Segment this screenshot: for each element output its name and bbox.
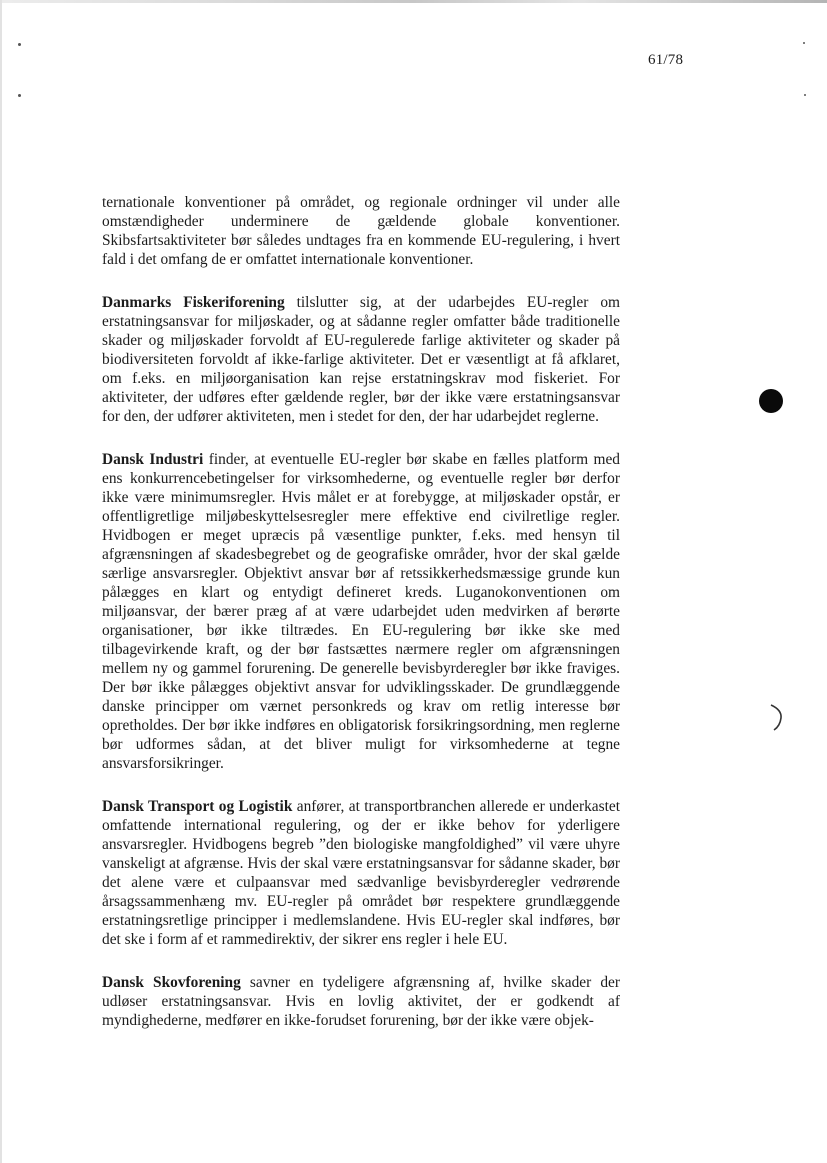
paragraph-text: tilslutter sig, at der udarbejdes EU-regler om erstatningsansvar for miljøskader, og at sådanne regler omfatter både traditionelle skader og miljøskader forvoldt af EU-regulerede farlige aktiviteter og skader på biodiversiteten forvoldt af ikke-farlige aktiviteter. Det er væsentligt at få afklaret, om f.eks. en miljøorganisation kan rejse erstatningskrav mod fiskeriet. For aktiviteter, der udføres efter gældende regler, bør der ikke være erstatningsansvar for den, der udfører aktiviteten, men i stedet for den, der har udarbejdet reglerne.	[102, 294, 620, 425]
page-number: 61/78	[648, 52, 684, 68]
organization-name: Dansk Industri	[102, 451, 204, 468]
paragraph-text: ternationale konventioner på området, og regionale ordninger vil under alle omstændigheder underminere de gældende globale konventioner. Skibsfartsaktiviteter bør således undtages fra en kommende EU-regulering, i hvert fald i det omfang de er omfattet internationale konventioner.	[102, 194, 620, 268]
scan-speck	[804, 94, 806, 96]
punch-hole-mark	[759, 389, 783, 413]
scan-speck	[803, 42, 805, 44]
paragraph-danmarks-fiskeriforening	[102, 293, 620, 426]
scan-speck	[18, 43, 21, 46]
paragraph-text: anfører, at transportbranchen allerede er underkastet omfattende international regulering, og der er ikke behov for yderligere ansvarsregler. Hvidbogens begreb ”den biologiske mangfoldighed” vil være uhyre vanskeligt at afgrænse. Hvis der skal være erstatningsansvar for sådanne skader, bør det alene være et culpaansvar med sædvanlige bevisbyrderegler vedrørende årsagssammenhæng mv. EU-regler på området bør respektere grundlæggende erstatningsretlige principper i medlemslandene. Hvis EU-regler skal indføres, bør det ske i form af et rammedirektiv, der sikrer ens regler i hele EU.	[102, 798, 620, 948]
paragraph-dansk-transport-og-logistik	[102, 797, 620, 949]
organization-name: Dansk Skovforening	[102, 974, 241, 991]
scan-bracket-mark	[768, 702, 786, 732]
scan-top-edge	[0, 0, 827, 3]
paragraph-continuation	[102, 193, 620, 269]
organization-name: Danmarks Fiskeriforening	[102, 294, 285, 311]
paragraph-dansk-skovforening	[102, 973, 620, 1030]
organization-name: Dansk Transport og Logistik	[102, 798, 293, 815]
scan-speck	[18, 94, 21, 97]
document-body	[102, 193, 620, 1054]
paragraph-text: finder, at eventuelle EU-regler bør skabe en fælles platform med ens konkurrencebetingelser for virksomhederne, og eventuelle regler bør derfor ikke være minimumsregler. Hvis målet er at forebygge, at miljøskader opstår, er offentligretlige miljøbeskyttelsesregler mere effektive end civilretlige regler. Hvidbogen er meget upræcis på væsentlige punkter, f.eks. med hensyn til afgrænsningen af skadesbegrebet og de geografiske områder, hvor der skal gælde særlige ansvarsregler. Objektivt ansvar bør af retssikkerhedsmæssige grunde kun pålægges en klart og entydigt defineret kreds. Luganokonventionen om miljøansvar, der bærer præg af at være udarbejdet uden medvirken af berørte organisationer, bør ikke tiltrædes. En EU-regulering bør ikke ske med tilbagevirkende kraft, og der bør fastsættes nærmere regler om afgrænsningen mellem ny og gammel forurening. De generelle bevisbyrderegler bør ikke fraviges. Der bør ikke pålægges objektivt ansvar for udviklingsskader. De grundlæggende danske principper om værnet personkreds og krav om retlig interesse bør opretholdes. Der bør ikke indføres en obligatorisk forsikringsordning, men reglerne bør udformes sådan, at det bliver muligt for virksomhederne at tegne ansvarsforsikringer.	[102, 451, 620, 772]
paragraph-dansk-industri	[102, 450, 620, 773]
scan-left-edge	[0, 0, 2, 1163]
paragraph-text: savner en tydeligere afgrænsning af, hvilke skader der udløser erstatningsansvar. Hvis en lovlig aktivitet, der er godkendt af myndighederne, medfører en ikke-forudset forurening, bør der ikke være objek-	[102, 974, 620, 1029]
